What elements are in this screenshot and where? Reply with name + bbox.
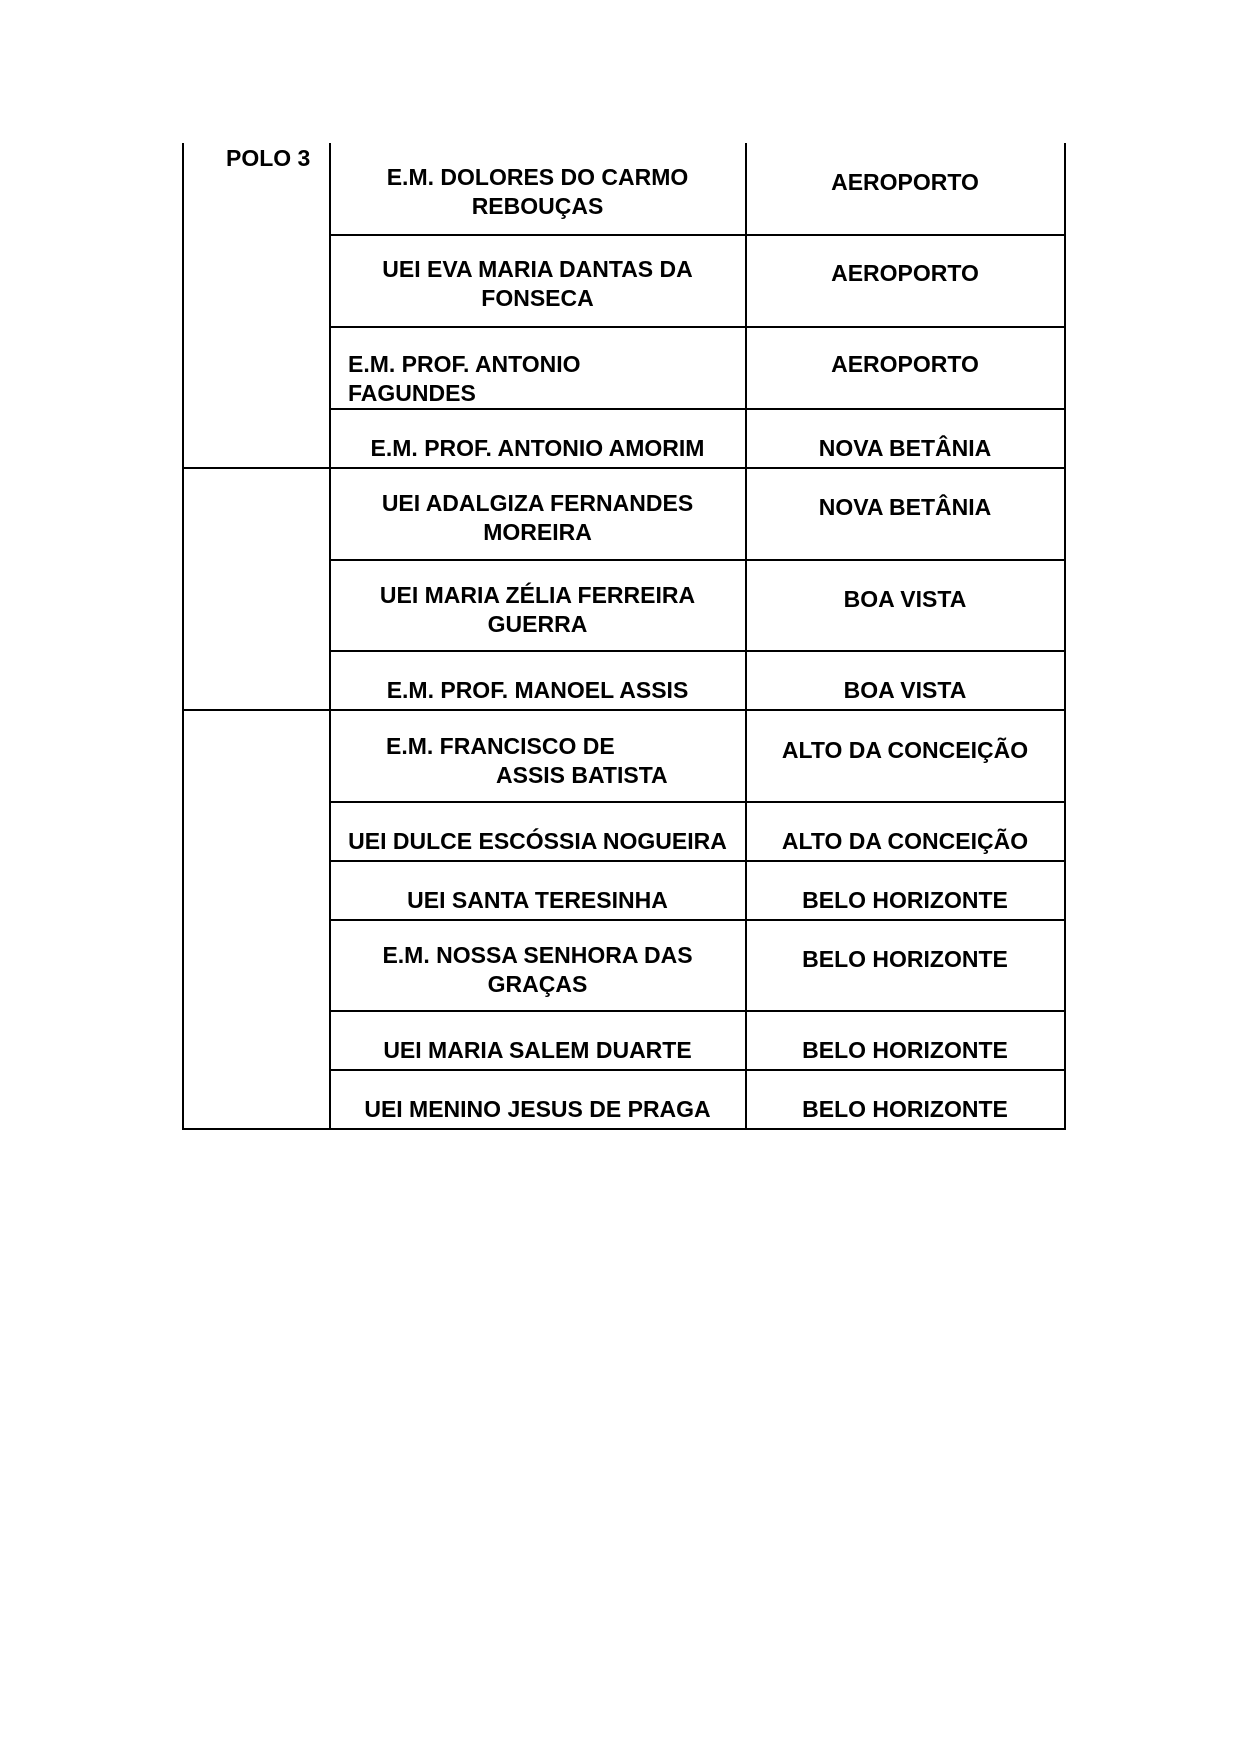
polo-cell-border-left [182,143,184,469]
school-name: UEI MARIA ZÉLIA FERREIRA GUERRA [379,582,696,637]
school-name: E.M. FRANCISCO DE ASSIS BATISTA [386,733,668,788]
school-name: E.M. PROF. MANOEL ASSIS [386,677,689,703]
row-divider [329,801,1066,803]
neighborhood-name: BELO HORIZONTE [802,1096,1008,1122]
row-divider [329,326,1066,328]
polo-label: POLO 3 [226,145,311,171]
school-name: UEI ADALGIZA FERNANDES MOREIRA [381,490,694,545]
school-name-line-2: FONSECA [481,285,594,311]
table-border-bottom [182,1128,1066,1130]
school-name: E.M. PROF. ANTONIO AMORIM [370,435,705,461]
school-name: UEI DULCE ESCÓSSIA NOGUEIRA [348,828,727,854]
neighborhood-name: AEROPORTO [831,351,979,377]
table-border-left [182,469,184,1130]
school-name: UEI MARIA SALEM DUARTE [383,1037,692,1063]
neighborhood-name: BOA VISTA [843,586,967,612]
table-border-right [1064,143,1066,1130]
school-name: E.M. PROF. ANTONIO FAGUNDES [348,351,581,406]
school-name: E.M. NOSSA SENHORA DAS GRAÇAS [382,942,693,997]
neighborhood-name: BELO HORIZONTE [802,887,1008,913]
row-divider [329,650,1066,652]
table-column-divider-1 [329,143,331,1130]
school-name: UEI EVA MARIA DANTAS DA FONSECA [382,256,693,311]
row-divider [329,1010,1066,1012]
group-divider [182,709,1066,711]
row-divider [329,559,1066,561]
neighborhood-name: BOA VISTA [843,677,967,703]
neighborhood-name: AEROPORTO [831,169,979,195]
school-name: E.M. DOLORES DO CARMO REBOUÇAS [386,164,689,219]
row-divider [329,1069,1066,1071]
neighborhood-name: BELO HORIZONTE [802,946,1008,972]
school-name-line-2: REBOUÇAS [471,193,604,219]
school-name: UEI MENINO JESUS DE PRAGA [364,1096,711,1122]
neighborhood-name: BELO HORIZONTE [802,1037,1008,1063]
school-name: UEI SANTA TERESINHA [407,887,668,913]
neighborhood-name: ALTO DA CONCEIÇÃO [781,737,1029,763]
row-divider [329,919,1066,921]
neighborhood-name: NOVA BETÂNIA [818,435,992,461]
table-column-divider-2 [745,143,747,1130]
group-divider [182,467,1066,469]
row-divider [329,408,1066,410]
neighborhood-name: ALTO DA CONCEIÇÃO [781,828,1029,854]
neighborhood-name: AEROPORTO [831,260,979,286]
neighborhood-name: NOVA BETÂNIA [818,494,992,520]
row-divider [329,234,1066,236]
row-divider [329,860,1066,862]
